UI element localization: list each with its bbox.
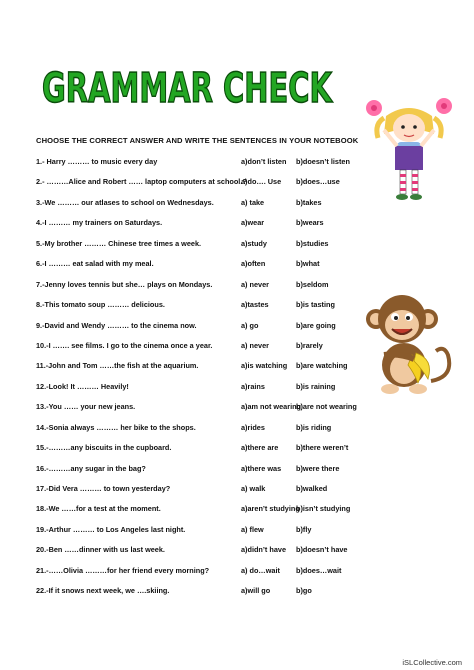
question-text: 12.-Look! It ……… Heavily!: [36, 381, 129, 391]
option-b: b)what: [296, 259, 320, 269]
question-row: [36, 497, 436, 517]
option-a: a)do…. Use: [241, 177, 282, 187]
question-text: 4.-I ……… my trainers on Saturdays.: [36, 218, 163, 228]
question-text: 17.-Did Vera ……… to town yesterday?: [36, 484, 171, 493]
option-b: b)walked: [296, 484, 328, 493]
option-b: b)seldom: [296, 279, 329, 289]
footer-credit: iSLCollective.com: [402, 658, 462, 667]
worksheet-title: [40, 62, 340, 112]
question-text: 19.-Arthur ……… to Los Angeles last night.: [36, 524, 186, 534]
option-b: b)takes: [296, 197, 322, 207]
option-b: b)fly: [296, 524, 312, 534]
option-a: a)often: [241, 259, 266, 269]
question-row: [36, 150, 436, 170]
question-text: 2.- ………Alice and Robert …… laptop computers at school.?: [36, 177, 247, 187]
option-a: a)tastes: [241, 300, 269, 310]
option-a: a) never: [241, 279, 269, 289]
option-a: a)will go: [241, 586, 271, 596]
question-row: [36, 477, 436, 497]
question-row: [36, 416, 436, 436]
question-text: 9.-David and Wendy ……… to the cinema now.: [36, 320, 197, 330]
option-a: a) go: [241, 320, 259, 330]
question-text: 3.-We ……… our atlases to school on Wednesdays.: [36, 197, 214, 207]
title-text: GRAMMAR CHECK: [42, 64, 334, 112]
question-row: [36, 436, 436, 456]
option-a: a)am not wearing: [241, 402, 302, 412]
option-b: b)are not wearing: [296, 402, 357, 412]
option-a: a) walk: [241, 484, 266, 493]
question-row: [36, 170, 436, 190]
question-text: 16.-………any sugar in the bag?: [36, 463, 146, 473]
option-a: a)wear: [241, 218, 265, 228]
question-text: 5.-My brother ……… Chinese tree times a week.: [36, 238, 202, 248]
option-a: a)study: [241, 238, 267, 248]
option-b: b)is raining: [296, 381, 336, 391]
option-b: b)isn’t studying: [296, 504, 351, 514]
option-a: a) take: [241, 197, 265, 207]
option-a: a) never: [241, 340, 269, 350]
option-b: b)does…use: [296, 177, 340, 187]
option-a: a)rides: [241, 422, 265, 432]
option-b: b)is riding: [296, 422, 332, 432]
option-b: b)studies: [296, 238, 329, 248]
question-text: 13.-You …… your new jeans.: [36, 402, 136, 412]
question-row: [36, 559, 436, 579]
option-b: b)go: [296, 586, 312, 596]
question-row: [36, 538, 436, 558]
option-a: a)rains: [241, 381, 265, 391]
question-row: [36, 518, 436, 538]
question-text: 14.-Sonia always ……… her bike to the shops.: [36, 422, 196, 432]
option-b: b)were there: [296, 463, 340, 473]
question-text: 6.-I ……… eat salad with my meal.: [36, 259, 154, 269]
instructions: CHOOSE THE CORRECT ANSWER AND WRITE THE SENTENCES IN YOUR NOTEBOOK: [36, 136, 359, 145]
option-b: b)does…wait: [296, 565, 342, 575]
question-row: [36, 252, 436, 272]
question-row: [36, 211, 436, 231]
question-row: [36, 232, 436, 252]
option-b: b)is tasting: [296, 300, 335, 310]
question-row: [36, 579, 436, 599]
question-text: 11.-John and Tom ……the fish at the aquarium.: [36, 361, 199, 371]
option-a: a)is watching: [241, 361, 288, 371]
question-text: 21.-……Olivia ………for her friend every morning?: [36, 565, 210, 575]
option-a: a)aren’t studying: [241, 504, 300, 514]
option-a: a)don’t listen: [241, 157, 287, 166]
question-text: 18.-We ……for a test at the moment.: [36, 504, 161, 514]
question-text: 8.-This tomato soup ……… delicious.: [36, 300, 165, 310]
question-text: 1.- Harry ……… to music every day: [36, 157, 158, 166]
question-row: [36, 191, 436, 211]
option-b: b)doesn’t have: [296, 545, 348, 555]
option-b: b)wears: [296, 218, 324, 228]
question-row: [36, 457, 436, 477]
option-b: b)are watching: [296, 361, 348, 371]
question-text: 20.-Ben ……dinner with us last week.: [36, 545, 165, 555]
option-a: a) do…wait: [241, 565, 280, 575]
option-b: b)there weren’t: [296, 443, 349, 453]
question-text: 15.-………any biscuits in the cupboard.: [36, 443, 172, 453]
option-a: a) flew: [241, 524, 264, 534]
option-b: b)are going: [296, 320, 336, 330]
option-a: a)didn’t have: [241, 545, 287, 555]
question-text: 10.-I ……. see films. I go to the cinema once a year.: [36, 340, 213, 350]
option-a: a)there are: [241, 443, 279, 453]
option-b: b)doesn’t listen: [296, 157, 350, 166]
option-a: a)there was: [241, 463, 282, 473]
option-b: b)rarely: [296, 340, 323, 350]
question-text: 22.-If it snows next week, we ….skiing.: [36, 586, 170, 596]
question-text: 7.-Jenny loves tennis but she… plays on Mondays.: [36, 279, 213, 289]
monkey-illustration: [356, 289, 456, 401]
